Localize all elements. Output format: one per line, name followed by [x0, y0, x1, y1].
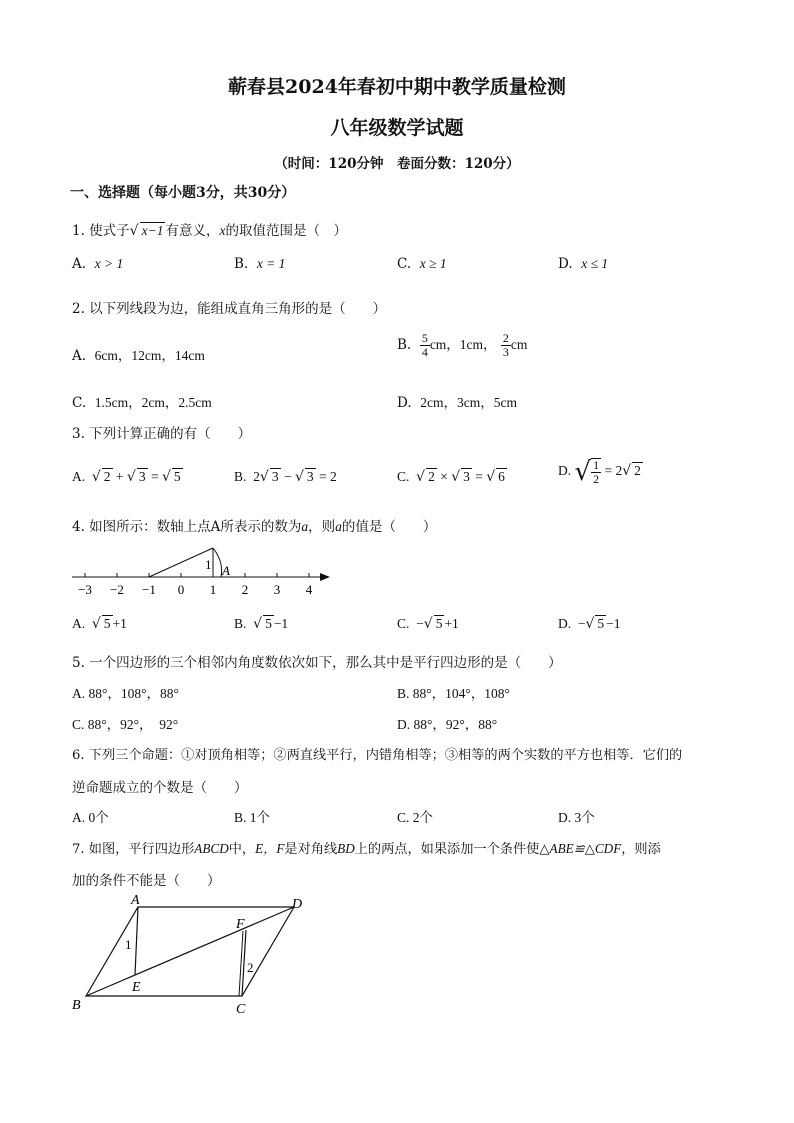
- arc-line: [213, 548, 222, 577]
- q5-option-a: A. 88°，108°，88°: [72, 686, 179, 701]
- angle-2-label: 2: [247, 960, 254, 975]
- q2-option-b: B. $\frac{5}{4}$ cm，1cm， $\frac{2}{3}$ cm: [397, 331, 528, 359]
- question-4: 4. 如图所示：数轴上点A所表示的数为a，则a的值是（ ）: [72, 519, 437, 535]
- diagonal-bd: [86, 907, 294, 996]
- tick-label: −1: [142, 582, 156, 597]
- tick-label: 1: [209, 582, 217, 597]
- question-3: 3. 下列计算正确的有（ ）: [72, 426, 252, 442]
- q1-option-d: D. x ≤ 1: [558, 256, 609, 272]
- question-5: 5. 一个四边形的三个相邻内角度数依次如下，那么其中是平行四边形的是（ ）: [72, 655, 562, 671]
- tick-label: −2: [110, 582, 124, 597]
- vertex-d-label: D: [292, 897, 303, 912]
- q5-option-b: B. 88°，104°，108°: [397, 686, 510, 701]
- vertex-c-label: C: [236, 1002, 246, 1017]
- q6-option-c: C. 2个: [397, 810, 434, 825]
- parallelogram-figure: [66, 892, 316, 1018]
- hypotenuse-line: [149, 548, 213, 577]
- point-a-label: A: [222, 563, 230, 578]
- tick-label: 0: [177, 582, 185, 597]
- point-e-label: E: [132, 980, 141, 995]
- q5-option-d: D. 88°，92°，88°: [397, 717, 498, 732]
- exam-meta: （时间：120分钟 卷面分数：120分）: [274, 156, 520, 172]
- question-6-line-2: 逆命题成立的个数是（ ）: [72, 780, 248, 796]
- question-7-line-1: 7. 如图，平行四边形ABCD中，E，F是对角线BD上的两点，如果添加一个条件使△ABE≌△CDF，则添: [72, 841, 661, 857]
- q5-option-c: C. 88°，92°， 92°: [72, 717, 179, 732]
- q1-option-b: B. x = 1: [234, 256, 286, 272]
- q3-option-a: A. √ 2 + √ 3 = √ 5: [72, 469, 181, 485]
- q4-option-a: A. √ 5 +1: [72, 616, 127, 632]
- q6-option-d: D. 3个: [558, 810, 595, 825]
- angle-1-label: 1: [205, 557, 212, 572]
- q1-radicand: x−1: [141, 223, 164, 238]
- section-heading: 一、选择题（每小题3分，共30分）: [70, 185, 296, 201]
- vertex-b-label: B: [72, 998, 81, 1013]
- question-1: 1. 使式子√ x−1 有意义，x的取值范围是（ ）: [72, 223, 347, 239]
- page-subtitle: 八年级数学试题: [330, 117, 464, 139]
- q3-option-d: D. √ $\frac{1}{2}$ = 2√ 2: [558, 457, 641, 487]
- tick-label: 2: [241, 582, 249, 597]
- q4-option-d: D. −√ 5 −1: [558, 616, 621, 632]
- angle-1-label: 1: [125, 937, 132, 952]
- question-7-line-2: 加的条件不能是（ ）: [72, 873, 221, 889]
- q2-option-d: D. 2cm，3cm，5cm: [397, 395, 517, 411]
- tick-label: 3: [273, 582, 281, 597]
- tick-label: −3: [78, 582, 92, 597]
- q3-option-c: C. √ 2 × √ 3 = √ 6: [397, 469, 505, 485]
- q1-option-a: A. x > 1: [72, 256, 124, 272]
- segment-ae: [135, 907, 138, 975]
- point-f-label: F: [236, 917, 245, 932]
- number-line-figure: [68, 538, 338, 600]
- page-title: 蕲春县2024年春初中期中教学质量检测: [228, 76, 566, 98]
- q6-option-a: A. 0个: [72, 810, 109, 825]
- question-6-line-1: 6. 下列三个命题：①对顶角相等；②两直线平行，内错角相等；③相等的两个实数的平方也相等．它们的: [72, 748, 683, 763]
- vertex-a-label: A: [131, 893, 140, 908]
- q4-option-b: B. √ 5 −1: [234, 616, 289, 632]
- q3-option-b: B. 2√ 3 − √ 3 = 2: [234, 469, 337, 485]
- q2-option-a: A. 6cm，12cm，14cm: [72, 348, 205, 364]
- question-2: 2. 以下列线段为边，能组成直角三角形的是（ ）: [72, 301, 387, 317]
- q4-option-c: C. −√ 5 +1: [397, 616, 459, 632]
- arrow-right-icon: [320, 573, 330, 581]
- q2-option-c: C. 1.5cm，2cm，2.5cm: [72, 395, 212, 411]
- tick-label: 4: [305, 582, 313, 597]
- q6-option-b: B. 1个: [234, 810, 271, 825]
- q1-option-c: C. x ≥ 1: [397, 256, 447, 272]
